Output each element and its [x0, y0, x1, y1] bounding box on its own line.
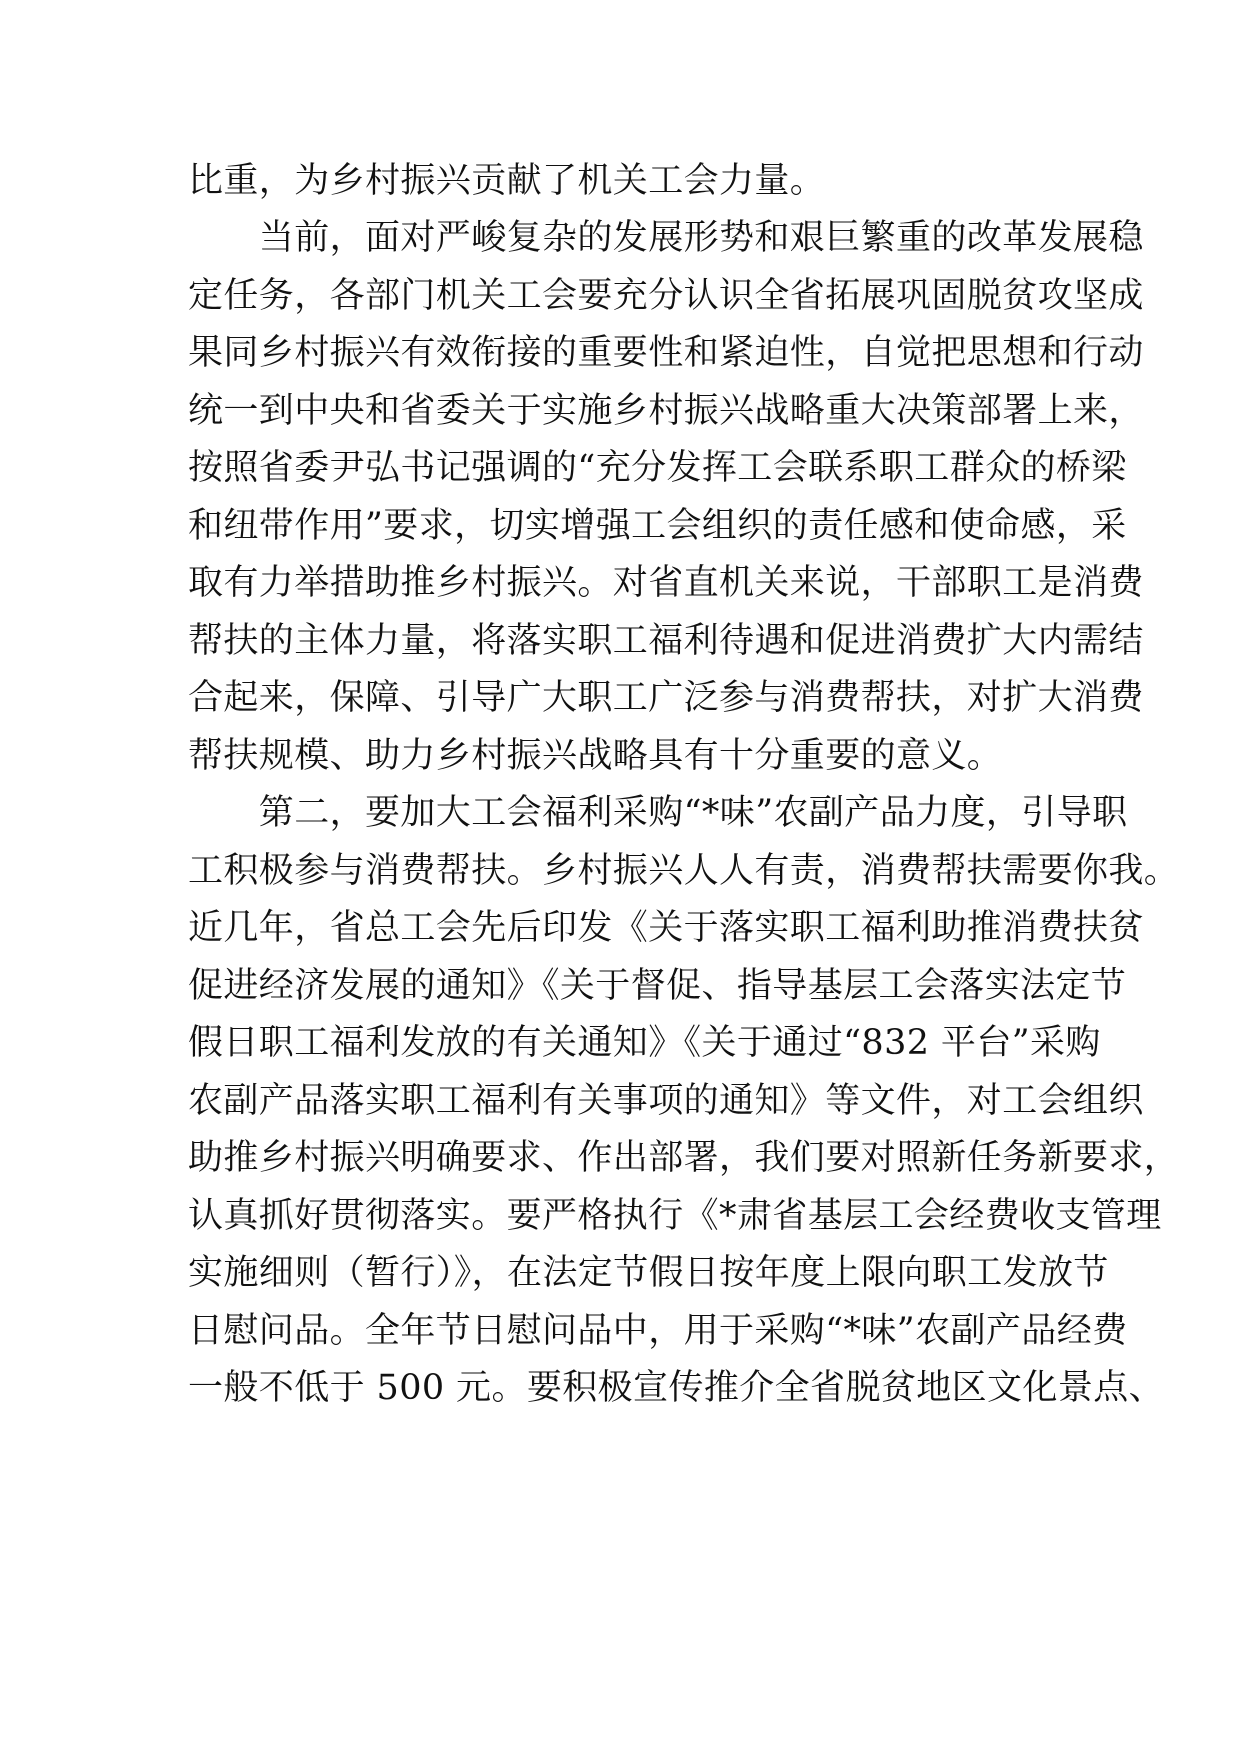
text-line: 认真抓好贯彻落实。要严格执行《*肃省基层工会经费收支管理 [188, 1196, 1162, 1236]
text-line: 定任务，各部门机关工会要充分认识全省拓展巩固脱贫攻坚成 [188, 276, 1144, 316]
text-line: 近几年，省总工会先后印发《关于落实职工福利助推消费扶贫 [188, 908, 1144, 948]
text-line: 和纽带作用”要求，切实增强工会组织的责任感和使命感，采 [188, 506, 1127, 546]
text-line: 实施细则（暂行）》，在法定节假日按年度上限向职工发放节 [188, 1253, 1109, 1293]
text-line: 帮扶的主体力量，将落实职工福利待遇和促进消费扩大内需结 [188, 621, 1144, 661]
text-line: 果同乡村振兴有效衔接的重要性和紧迫性，自觉把思想和行动 [188, 333, 1144, 373]
text-line: 一般不低于 500 元。要积极宣传推介全省脱贫地区文化景点、 [188, 1368, 1165, 1408]
text-line: 假日职工福利发放的有关通知》《关于通过“832 平台”采购 [188, 1023, 1101, 1063]
text-line: 助推乡村振兴明确要求、作出部署，我们要对照新任务新要求， [188, 1138, 1180, 1178]
text-line: 取有力举措助推乡村振兴。对省直机关来说，干部职工是消费 [188, 563, 1144, 603]
text-line: 比重，为乡村振兴贡献了机关工会力量。 [188, 161, 826, 201]
text-line: 第二，要加大工会福利采购“*味”农副产品力度，引导职 [188, 793, 1128, 833]
text-line: 按照省委尹弘书记强调的“充分发挥工会联系职工群众的桥梁 [188, 448, 1127, 488]
text-line: 当前，面对严峻复杂的发展形势和艰巨繁重的改革发展稳 [188, 218, 1144, 258]
text-line: 日慰问品。全年节日慰问品中，用于采购“*味”农副产品经费 [188, 1311, 1128, 1351]
text-line: 工积极参与消费帮扶。乡村振兴人人有责，消费帮扶需要你我。 [188, 851, 1180, 891]
text-line: 统一到中央和省委关于实施乡村振兴战略重大决策部署上来， [188, 391, 1144, 431]
text-line: 促进经济发展的通知》《关于督促、指导基层工会落实法定节 [188, 966, 1127, 1006]
text-line: 帮扶规模、助力乡村振兴战略具有十分重要的意义。 [188, 736, 1003, 776]
text-line: 合起来，保障、引导广大职工广泛参与消费帮扶，对扩大消费 [188, 678, 1144, 718]
text-line: 农副产品落实职工福利有关事项的通知》等文件，对工会组织 [188, 1081, 1144, 1121]
